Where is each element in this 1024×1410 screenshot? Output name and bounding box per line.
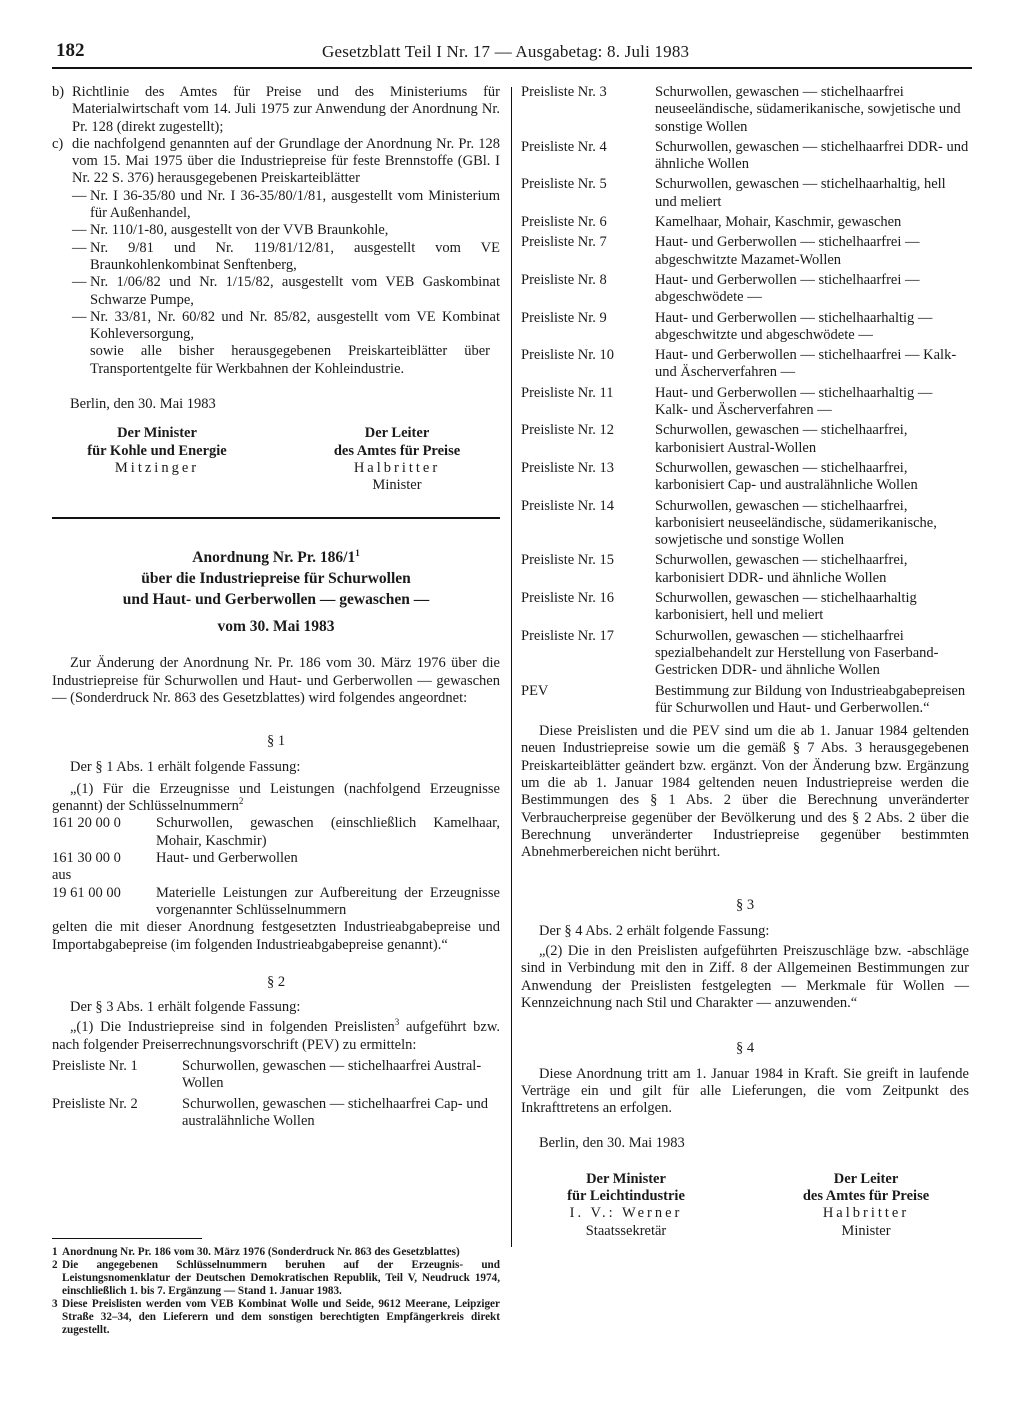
- key-number-row: [52, 815, 500, 850]
- item-text: die nachfolgend genannten auf der Grundlage der Anordnung Nr. Pr. 128 vom 15. Mai 1975 über die Industriepreise für feste Brennstoffe (GBl. I Nr. 22 S. 376) herausgegebenen Preiskarteiblätter: [72, 135, 500, 187]
- title-line: und Haut- und Gerberwollen — gewaschen —: [122, 591, 430, 609]
- pricelist-row: [521, 139, 969, 174]
- pricelist-text: Schurwollen, gewaschen — stichelhaarfrei, karbonisiert DDR- und ähnliche Wollen: [655, 552, 908, 586]
- signatory-name: Halbritter: [822, 1205, 910, 1222]
- pricelist-text: Haut- und Gerberwollen — stichelhaarhaltig — Kalk- und Äscherverfahren —: [655, 384, 933, 419]
- pricelist-text: Schurwollen, gewaschen — stichelhaarfrei Cap- und australähnliche Wollen: [182, 1095, 489, 1129]
- place-date: Berlin, den 30. Mai 1983: [539, 1135, 685, 1152]
- pricelist-text: Schurwollen, gewaschen — stichelhaarfrei, karbonisiert neuseeländische, südamerikanische, sowjetische und sonstige Wollen: [655, 497, 937, 549]
- signatory-name: Halbritter: [353, 459, 441, 476]
- header-rule: [52, 67, 972, 69]
- pricelist-number: Preisliste Nr. 1: [52, 1057, 138, 1074]
- dash-text: Nr. I 36-35/80 und Nr. I 36-35/80/1/81, ausgestellt vom Ministerium für Außenhandel,: [90, 187, 500, 222]
- pricelist-number: Preisliste Nr. 12: [521, 422, 615, 439]
- pricelist-number: Preisliste Nr. 4: [521, 138, 607, 155]
- section-2-lead: Der § 3 Abs. 1 erhält folgende Fassung:: [70, 999, 301, 1016]
- dash-mark: —: [72, 187, 87, 204]
- section-1-tail: gelten die mit dieser Anordnung festgesetzten Industrieabgabepreise und Importabgabepreise (im folgenden Industrieabgabepreise genannt).“: [52, 919, 500, 953]
- pricelist-row: [521, 176, 969, 211]
- pricelist-number: Preisliste Nr. 3: [521, 84, 607, 100]
- section-3-lead: Der § 4 Abs. 2 erhält folgende Fassung:: [539, 922, 770, 939]
- section-3-quote: „(2) Die in den Preislisten aufgeführten Preiszuschläge bzw. -abschläge sind in Verbindung mit den in Ziff. 8 der Allgemeinen Bestimmungen zur Anwendung der Preislisten festgelegten — Merkmale für Wollen — Kennzeichnung nach Stil und Charakter — anzuwenden.“: [521, 943, 969, 1011]
- title-line: Anordnung Nr. Pr. 186/1: [192, 549, 356, 567]
- pricelist-text: Kamelhaar, Mohair, Kaschmir, gewaschen: [655, 214, 902, 231]
- quote-text: „(1) Die Industriepreise sind in folgenden Preislisten: [70, 1019, 395, 1036]
- pricelist-row: [521, 460, 969, 495]
- pricelist-text: Schurwollen, gewaschen — stichelhaarfrei, karbonisiert Cap- und australähnliche Wollen: [655, 459, 918, 494]
- pricelist-text: Schurwollen, gewaschen — stichelhaarhaltig karbonisiert, hell und meliert: [655, 590, 917, 624]
- dash-item: [52, 240, 500, 275]
- signatory-name: I. V.: Werner: [569, 1205, 683, 1222]
- footnote-mark: 2: [52, 1259, 58, 1271]
- signature-block: [521, 1171, 969, 1249]
- footnote-rule: [52, 1238, 202, 1239]
- pricelist-number: Preisliste Nr. 15: [521, 552, 615, 569]
- column-divider: [511, 87, 512, 1247]
- pricelist-number: Preisliste Nr. 16: [521, 590, 615, 607]
- footnote-text: Diese Preislisten werden vom VEB Kombinat Wolle und Seide, 9612 Meerane, Leipziger Straße 32–34, den Lieferern und dem sonstigen berechtigten Empfängerkreis direkt zugestellt.: [62, 1298, 500, 1336]
- pricelist-row: [521, 552, 969, 587]
- pricelist-text: Haut- und Gerberwollen — stichelhaarfrei — abgeschwitzte Mazamet-Wollen: [655, 234, 920, 268]
- pricelist-row: [521, 310, 969, 345]
- pricelist-text: Schurwollen, gewaschen — stichelhaarfrei, karbonisiert Austral-Wollen: [655, 422, 908, 456]
- footnote-ref: 2: [238, 796, 244, 807]
- dash-text: Nr. 33/81, Nr. 60/82 und Nr. 85/82, ausgestellt vom VE Kombinat Kohleversorgung,: [90, 308, 500, 343]
- key-description: Schurwollen, gewaschen (einschließlich Kamelhaar, Mohair, Kaschmir): [156, 815, 500, 849]
- title-line: über die Industriepreise für Schurwollen: [141, 570, 411, 588]
- footnote: [52, 1298, 500, 1337]
- pricelist-text: Schurwollen, gewaschen — stichelhaarhaltig, hell und meliert: [655, 176, 946, 210]
- signatory-title: Der Minister: [117, 425, 197, 442]
- pricelist-row: [521, 84, 969, 136]
- place-date: Berlin, den 30. Mai 1983: [70, 396, 216, 413]
- signature-left: [521, 1171, 731, 1240]
- pricelist-row: [521, 272, 969, 307]
- footnote-ref: 3: [394, 1017, 400, 1028]
- section-4-text: Diese Anordnung tritt am 1. Januar 1984 in Kraft. Sie greift in laufende Verträge ein und gilt für alle Lieferungen, die vom Zeitpunkt des Inkrafttretens an erfolgen.: [521, 1065, 969, 1117]
- footnotes: [52, 1246, 500, 1337]
- signatory-office: des Amtes für Preise: [802, 1188, 930, 1205]
- pricelist-number: Preisliste Nr. 5: [521, 176, 607, 193]
- footnote: [52, 1246, 500, 1259]
- dash-item: [52, 188, 500, 223]
- signatory-title: Der Leiter: [833, 1170, 899, 1187]
- footnote: [52, 1259, 500, 1298]
- quote-text: aufgeführt bzw. nach folgender Preiserrechnungsvorschrift (PEV) zu ermitteln:: [52, 1019, 500, 1053]
- pricelist-row: [521, 347, 969, 382]
- dash-mark: —: [72, 239, 87, 256]
- pricelist-row: [521, 234, 969, 269]
- pricelist-note: Diese Preislisten und die PEV sind um die ab 1. Januar 1984 geltenden neuen Industriepreise sowie um die gemäß § 7 Abs. 3 herausgegebenen Preiskarteiblätter geändert bzw. ergänzt. Von der Änderung bzw. Ergänzung um die ab 1. Januar 1984 geltenden neuen Industriepreise werden die Bestimmungen des § 1 Abs. 2 über die Berechnung unveränderter Verbraucherpreise gegenüber der Bevölkerung und des § 2 Abs. 2 über die Berechnung unveränderter Industriepreise gegenüber bestimmten Abnehmerbereichen nicht berührt.: [521, 723, 969, 861]
- signatory-title: Der Minister: [586, 1170, 666, 1187]
- pricelist-number: Preisliste Nr. 11: [521, 384, 614, 401]
- pricelist-number: Preisliste Nr. 2: [52, 1095, 138, 1112]
- signatory-office: für Leichtindustrie: [567, 1188, 685, 1205]
- footnote-mark: 3: [52, 1298, 58, 1310]
- signatory-office: des Amtes für Preise: [333, 442, 461, 459]
- footnote-ref: 1: [355, 548, 360, 559]
- section-4-heading: § 4: [735, 1040, 755, 1057]
- footnote-text: Anordnung Nr. Pr. 186 vom 30. März 1976 (Sonderdruck Nr. 863 des Gesetzblattes): [62, 1246, 460, 1258]
- dash-item: [52, 274, 500, 309]
- pricelist-number: Preisliste Nr. 14: [521, 497, 615, 514]
- pricelist-text: Schurwollen, gewaschen — stichelhaarfrei neuseeländische, südamerikanische, sowjetische und sonstige Wollen: [655, 84, 961, 135]
- pricelist-number: Preisliste Nr. 10: [521, 347, 615, 364]
- dash-mark: —: [72, 308, 87, 325]
- pricelist-row: [521, 683, 969, 718]
- item-label: b): [52, 84, 65, 100]
- pricelist-number: PEV: [521, 682, 549, 699]
- section-1-lead: Der § 1 Abs. 1 erhält folgende Fassung:: [70, 758, 301, 775]
- pricelist-row: [521, 498, 969, 550]
- key-description: Materielle Leistungen zur Aufbereitung der Erzeugnisse vorgenannter Schlüsselnummern: [156, 884, 500, 918]
- signature-block: [52, 425, 500, 503]
- key-number-row: [52, 885, 500, 920]
- pricelist-number: Preisliste Nr. 6: [521, 214, 607, 231]
- pricelist-text: Schurwollen, gewaschen — stichelhaarfrei Austral-Wollen: [182, 1057, 482, 1092]
- signature-left: [52, 425, 262, 477]
- pricelist-number: Preisliste Nr. 7: [521, 234, 607, 251]
- key-description: Haut- und Gerberwollen: [156, 850, 298, 867]
- pricelist-text: Haut- und Gerberwollen — stichelhaarhaltig — abgeschwitzte und abgeschwödete —: [655, 309, 933, 343]
- dash-item: [52, 222, 500, 239]
- running-title: Gesetzblatt Teil I Nr. 17 — Ausgabetag: 8. Juli 1983: [322, 42, 690, 61]
- closing-clause: sowie alle bisher herausgegebenen Preiskarteiblätter über Transportentgelte für Werkbahnen der Kohleindustrie.: [90, 343, 490, 377]
- key-number: 161 30 00 0: [52, 850, 121, 867]
- pricelist-text: Bestimmung zur Bildung von Industrieabgabepreisen für Schurwollen und Haut- und Gerberwollen.“: [655, 682, 966, 716]
- list-item-c: [52, 136, 500, 188]
- signatory-role: Minister: [841, 1222, 891, 1239]
- dash-text: Nr. 1/06/82 und Nr. 1/15/82, ausgestellt vom VEB Gaskombinat Schwarze Pumpe,: [90, 274, 500, 308]
- footnote-mark: 1: [52, 1246, 58, 1258]
- pricelist-row: [521, 385, 969, 420]
- pricelist-table: [521, 84, 969, 717]
- pricelist-row: [52, 1058, 500, 1093]
- signature-right: [292, 425, 502, 494]
- dash-text: Nr. 110/1-80, ausgestellt von der VVB Braunkohle,: [90, 222, 389, 239]
- page-header: [52, 42, 972, 66]
- left-column: [52, 84, 500, 1130]
- pricelist-number: Preisliste Nr. 9: [521, 309, 607, 326]
- dash-text: Nr. 9/81 und Nr. 119/81/12/81, ausgestellt vom VE Braunkohlenkombinat Senftenberg,: [90, 239, 500, 273]
- section-2-heading: § 2: [266, 973, 286, 990]
- dash-mark: —: [72, 222, 87, 239]
- pricelist-text: Schurwollen, gewaschen — stichelhaarfrei DDR- und ähnliche Wollen: [655, 138, 969, 173]
- signatory-name: Mitzinger: [114, 459, 200, 476]
- item-label: c): [52, 135, 64, 152]
- section-2-quote: [52, 1019, 500, 1054]
- intro-paragraph: Zur Änderung der Anordnung Nr. Pr. 186 vom 30. März 1976 über die Industriepreise für Schurwollen und Haut- und Gerberwollen — gewaschen — (Sonderdruck Nr. 863 des Gesetzblattes) wird folgendes angeordnet:: [52, 655, 500, 706]
- dash-mark: —: [72, 274, 87, 291]
- ordinance-title: [52, 547, 500, 637]
- section-1-heading: § 1: [266, 733, 286, 750]
- pricelist-row: [521, 422, 969, 457]
- list-item-b: [52, 84, 500, 136]
- aus-label: aus: [52, 867, 72, 884]
- section-3-heading: § 3: [735, 897, 755, 914]
- pricelist-row: [521, 628, 969, 680]
- key-number: 19 61 00 00: [52, 884, 121, 901]
- section-1-quote: „(1) Für die Erzeugnisse und Leistungen (nachfolgend Erzeugnisse genannt) der Schlüsselnummern: [52, 780, 500, 815]
- signatory-role: Minister: [372, 477, 422, 494]
- pricelist-number: Preisliste Nr. 8: [521, 271, 607, 288]
- footnote-text: Die angegebenen Schlüsselnummern beruhen auf der Erzeugnis- und Leistungsnomenklatur der Deutschen Demokratischen Republik, Teil V, Neudruck 1974, einschließlich 1. bis 7. Ergänzung — Stand 1. Januar 1983.: [62, 1259, 500, 1297]
- pricelist-number: Preisliste Nr. 17: [521, 627, 615, 644]
- signature-right: [761, 1171, 971, 1240]
- pricelist-text: Haut- und Gerberwollen — stichelhaarfrei — Kalk- und Äscherverfahren —: [655, 347, 957, 381]
- pricelist-row: [521, 590, 969, 625]
- pricelist-text: Haut- und Gerberwollen — stichelhaarfrei — abgeschwödete —: [655, 271, 920, 306]
- title-date: vom 30. Mai 1983: [217, 618, 335, 636]
- signatory-title: Der Leiter: [364, 425, 430, 442]
- signatory-office: für Kohle und Energie: [87, 442, 227, 459]
- item-text: Richtlinie des Amtes für Preise und des Ministeriums für Materialwirtschaft vom 14. Juli 1975 zur Anwendung der Anordnung Nr. Pr. 128 (direkt zugestellt);: [72, 84, 500, 135]
- right-column: [521, 84, 969, 1249]
- dash-item: [52, 309, 500, 344]
- key-number-row: [52, 850, 500, 867]
- pricelist-text: Schurwollen, gewaschen — stichelhaarfrei spezialbehandelt zur Herstellung von Faserband-Gestricken DDR- und ähnliche Wollen: [655, 627, 939, 679]
- key-number: 161 20 00 0: [52, 815, 121, 832]
- signatory-role: Staatssekretär: [585, 1222, 667, 1239]
- page-number: 182: [56, 40, 85, 61]
- pricelist-row: [52, 1096, 500, 1131]
- pricelist-row: [521, 214, 969, 231]
- section-rule: [52, 517, 500, 519]
- pricelist-number: Preisliste Nr. 13: [521, 459, 615, 476]
